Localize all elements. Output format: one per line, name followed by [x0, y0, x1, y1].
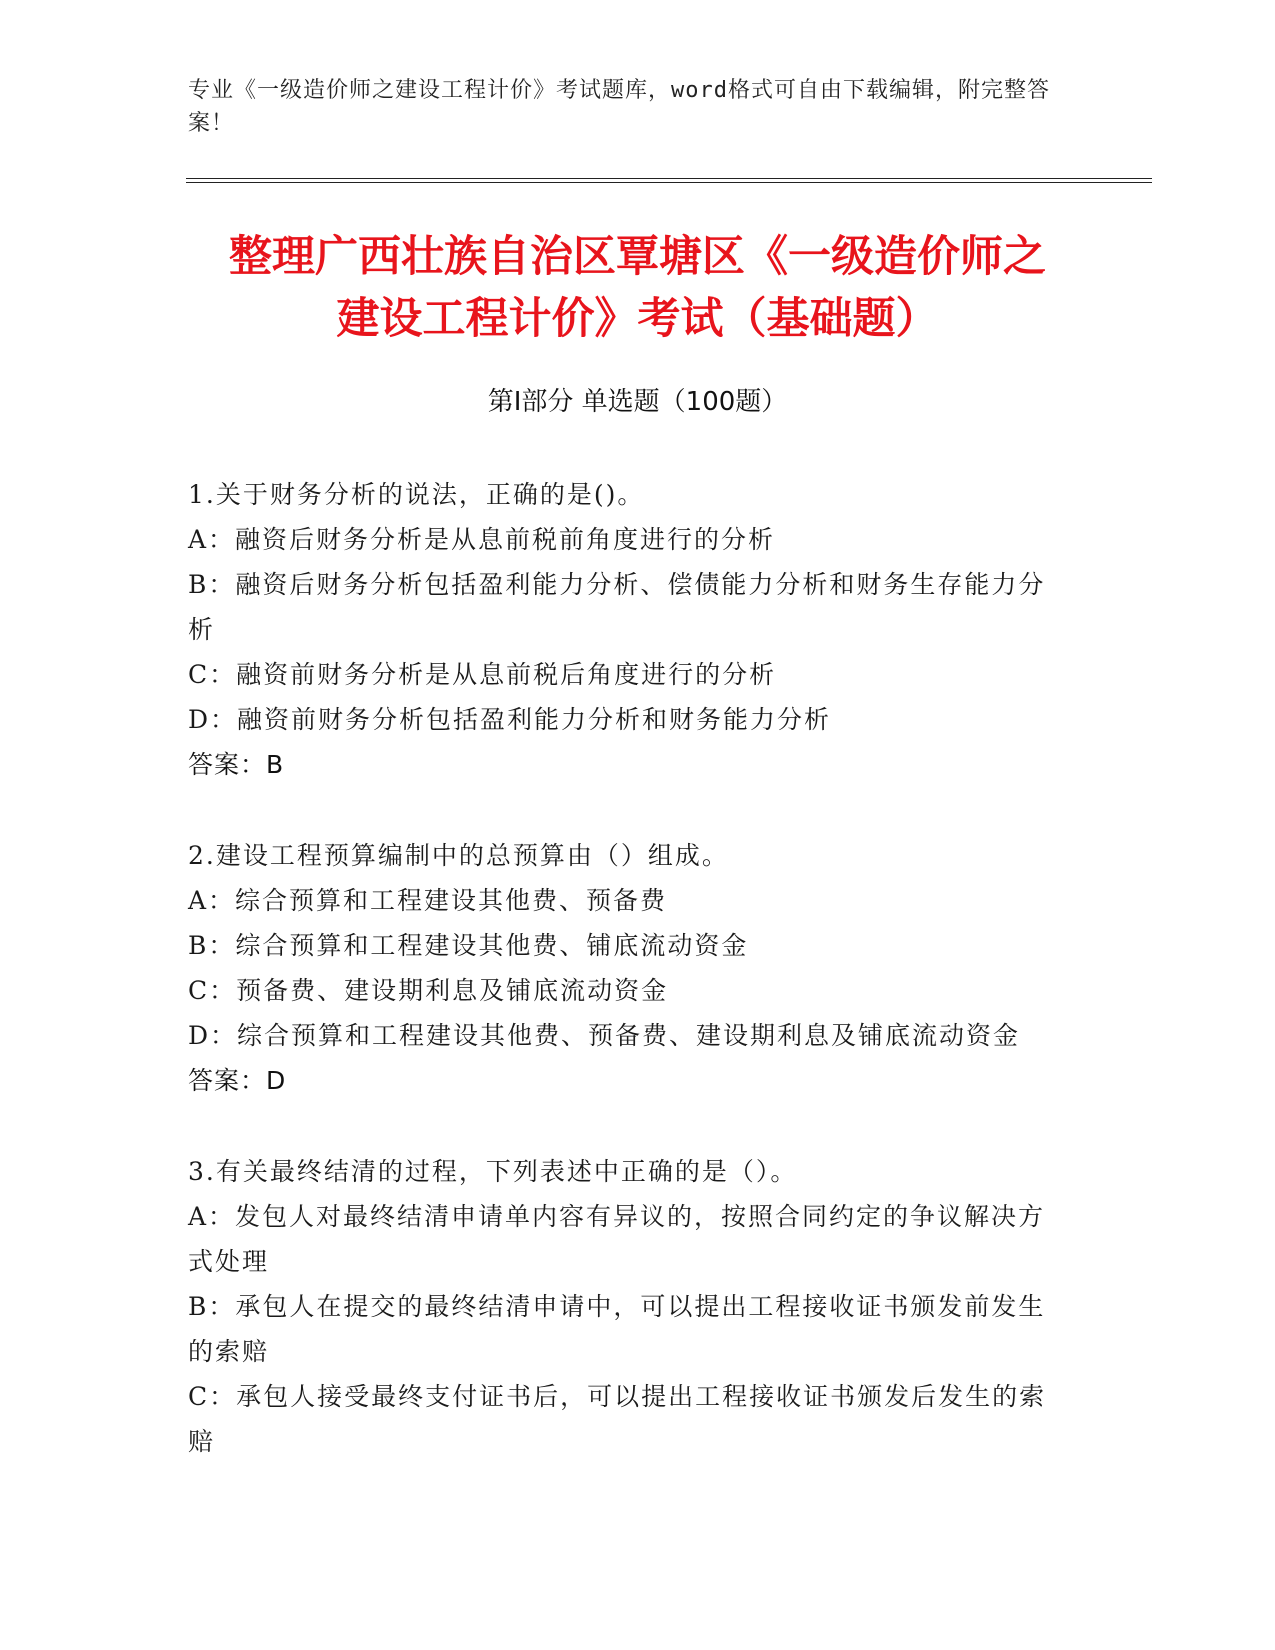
question-stem: 2.建设工程预算编制中的总预算由（）组成。: [188, 841, 729, 870]
title-line-2: 建设工程计价》考试（基础题）: [336, 294, 939, 344]
question-2: [188, 833, 1068, 1103]
option-a: A：融资后财务分析是从息前税前角度进行的分析: [188, 525, 776, 554]
option-d: D：融资前财务分析包括盈利能力分析和财务能力分析: [188, 705, 832, 734]
answer: 答案：B: [188, 750, 285, 779]
option-c: C：融资前财务分析是从息前税后角度进行的分析: [188, 660, 777, 689]
question-3: [188, 1149, 1068, 1464]
option-c: C：承包人接受最终支付证书后，可以提出工程接收证书颁发后发生的索赔: [188, 1382, 1047, 1456]
option-a: A：综合预算和工程建设其他费、预备费: [188, 886, 668, 915]
option-c: C：预备费、建设期利息及铺底流动资金: [188, 976, 669, 1005]
header-note: 专业《一级造价师之建设工程计价》考试题库，word格式可自由下载编辑，附完整答案！: [188, 78, 1050, 136]
document-title: [150, 226, 1125, 350]
option-a: A：发包人对最终结清申请单内容有异议的，按照合同约定的争议解决方式处理: [188, 1202, 1046, 1276]
option-d: D：综合预算和工程建设其他费、预备费、建设期利息及铺底流动资金: [188, 1021, 1021, 1050]
header-rule-top: [186, 178, 1152, 179]
option-b: B：融资后财务分析包括盈利能力分析、偿债能力分析和财务生存能力分析: [188, 570, 1046, 644]
question-stem: 1.关于财务分析的说法，正确的是()。: [188, 480, 645, 509]
question-1: [188, 472, 1068, 787]
header-rule-bottom: [186, 182, 1152, 183]
question-stem: 3.有关最终结清的过程，下列表述中正确的是（）。: [188, 1157, 798, 1186]
option-b: B：承包人在提交的最终结清申请中，可以提出工程接收证书颁发前发生的索赔: [188, 1292, 1046, 1366]
answer: 答案：D: [188, 1066, 287, 1095]
option-b: B：综合预算和工程建设其他费、铺底流动资金: [188, 931, 749, 960]
title-line-1: 整理广西壮族自治区覃塘区《一级造价师之: [229, 232, 1046, 282]
section-heading: 第I部分 单选题（100题）: [487, 387, 788, 417]
question-list: [188, 472, 1068, 1510]
